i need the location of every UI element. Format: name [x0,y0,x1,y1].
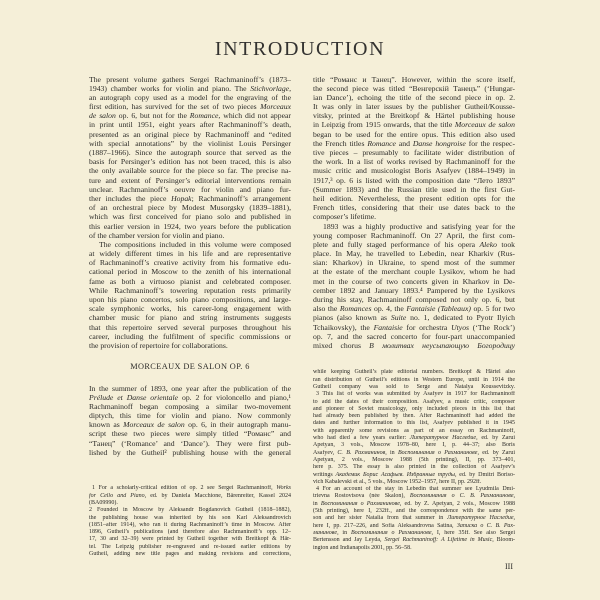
text-line: with apparently some revisions as part of an essay on Rachmaninoff, [313,427,515,434]
text-line: French titles, considering that their use dates back to the [313,203,515,213]
text-segment: no. 1, dedicated to Pyotr Ilyich [406,313,515,323]
right-column-text [313,75,515,351]
paragraph-morceaux-3 [313,222,515,351]
text-line: lished by the Gutheil² publishing house with the general [89,447,291,457]
text-line: the work. In a list of works revised by Rachmaninoff for the [313,157,515,167]
text-line: “Танец” (‘Romance’ and ‘Dance’). They were first pub- [89,438,291,448]
text-line: of an orchestral piece by Modest Musorgsky (1839–1881), [89,203,291,213]
text-segment: trievna Rostovtsova (née Skalon), [313,493,410,500]
text-line: music critic and musicologist Boris Asafyev (1884–1949) in [313,166,515,176]
text-line: of the chamber version for violin and piano. [89,230,225,240]
text-line: 3 This list of works was submitted by Asafyev in 1917 for Rachmaninoff [316,391,515,398]
text-segment: the French titles [313,138,368,148]
text-line: 2 Founded in Moscow by Aleksandr Bogdanovich Gutheil (1818–1882), [89,507,291,514]
text-line: that this repertoire served several purposes throughout his [89,322,291,332]
italic-text: Литературное Наследие [447,515,514,522]
text-line: Rachmaninoff began composing a similar two-movement [89,401,291,411]
text-segment: known as [89,420,124,430]
paragraph-intro-2 [89,240,291,350]
text-segment: Bertensson and Jay Leyda, [313,537,385,544]
italic-text: Danse hongroise [412,138,466,148]
paragraph-intro-1 [89,75,291,240]
italic-text: Fantaisie [373,322,403,332]
text-line [313,304,515,313]
text-line: Apetyan, 2 vols., Moscow 1988 (5th printing), II, pp. 373–401, [313,456,515,463]
text-line [89,111,291,120]
text-line: In the summer of 1893, one year after the publication of the [89,383,291,393]
text-segment: for orchestra [402,322,452,332]
page-title: INTRODUCTION [214,38,386,60]
text-segment: in Leipzig from 1915 onwards, that the title [313,120,455,130]
italic-text: Aleko [479,239,497,249]
text-line: the only available source for the piece so far. The precise na- [89,166,291,176]
text-line: with special annotations” by the violinist Louis Persinger [89,138,291,148]
italic-text: Литературное Наследие [409,435,477,442]
text-line: sian: Kharkov) in Ukraine, to spend most of the summer [313,258,515,268]
text-line [313,435,515,442]
text-segment: , [513,493,515,500]
italic-text: Works [276,485,291,492]
text-line: at widely different times in his life and are representative [89,249,291,259]
text-segment: op. 2 for violoncello and piano,¹ [178,392,291,402]
text-line [313,530,515,537]
text-line: career, including the fulfilment of specific commissions or [89,331,291,341]
footnote-1 [89,485,291,507]
text-line: young composer Rachmaninoff. On 27 April, the first com- [313,230,515,240]
text-line [89,485,291,492]
text-segment: for the respec- [465,138,515,148]
text-line [313,515,515,522]
text-line [313,323,515,332]
italic-text: Hopak [171,193,192,203]
text-line: which was first conceived for piano solo and published in [89,212,291,222]
text-line [313,341,515,350]
text-line: ington and Indianapolis 2001, pp. 56–58. [313,544,412,551]
text-line [313,501,515,508]
text-segment: and [395,138,413,148]
text-line: at the estate of the merchant couple Lysikov, whom he had [313,267,515,277]
text-line: presented as an original piece by Rachmaninoff and “edited [89,129,291,139]
text-line: place. In May, he travelled to Lebedin, near Kharkiv (Rus- [313,249,515,259]
text-line: It was only in later issues by the publisher Gutheil/Kousse- [313,102,515,112]
italic-text: Stichvorlage [250,83,290,93]
text-segment: , [289,83,291,93]
text-segment: op. 5 for two [470,304,515,314]
text-line: to add the dates of their composition. Asafyev, a music critic, composer [313,398,515,405]
text-line: upon his piano concertos, solo piano compositions, and large- [89,295,291,304]
text-segment: op. 6, but not for the [115,111,190,121]
text-line: of Rachmaninoff’s creative activity from his formative edu- [89,258,291,268]
italic-text: Записка о С. В. Рах- [456,522,515,529]
text-line [89,194,291,203]
text-line [313,472,515,479]
italic-text: for Cello and Piano [89,492,145,499]
text-line: met in the course of two concerts given in Kharkov in De- [313,276,515,286]
italic-text: В молитвах неусыпающую Богородицу [369,340,515,350]
text-line: composer’s lifetime. [313,212,377,222]
text-line: while keeping Gutheil’s plate editorial numbers. Breitkopf & Härtel also [313,369,515,376]
italic-text: Morceaux de salon [123,420,185,430]
text-line: and pioneer of Soviet musicology, only included pieces in this list that [313,405,515,412]
italic-text: de salon [89,111,116,121]
text-line: 1893 was a highly productive and satisfying year for the [323,221,515,231]
text-line: this earlier version in 1924, two years before the publication [89,221,291,231]
text-segment: here I, pp. 217–226, and Sofia Aleksandrovna Satina, [313,522,457,529]
paragraph-morceaux-1 [89,384,291,458]
italic-text: Romances [339,304,372,314]
text-segment: , in [385,449,398,456]
text-line [313,450,515,457]
text-segment: , I, here 35ff. See also Sergei [431,529,515,536]
text-segment: also the [313,304,340,314]
text-line: vich Kabalevski et al., 5 vols., Moscow 1952–1957, here II, pp. 292ff. [313,478,482,485]
italic-text: Romance [189,111,219,121]
text-line: cational period in Moscow to the zenith of his international [89,267,291,277]
italic-text: С. В. Рахманинов [337,449,386,456]
text-segment: first edition, has survived for the set of two pieces [89,102,261,112]
italic-text: Romance [367,138,396,148]
text-line: diptych, this time for violin and piano. Now commonly [89,411,291,421]
page-number: III [505,562,513,571]
italic-text: Воспоминания о Рахманинове [398,449,478,456]
italic-text: манинове [313,529,338,536]
text-segment: , ed. by Daniela Macchione, Bärenreiter, Kassel 2024 [144,492,291,499]
text-line: the publishing house was inherited by his son Karl Aleksandrovich [89,514,291,521]
text-line [313,313,515,322]
italic-text: Воспоминания о Рахманинове [350,529,432,536]
left-column-upper [89,75,291,351]
text-segment: ther includes the piece [89,193,172,203]
text-line [89,393,291,402]
text-line: ran distribution of Gutheil’s editions in Western Europe, until in 1914 the [313,376,515,383]
text-segment: 1943) chamber works for violin and piano. The [89,83,251,93]
text-line [89,84,291,93]
footnotes-right [313,369,515,551]
text-line: dates and further information to this list, Asafyev published it in 1945 [313,420,515,427]
text-line: had already been published by then. After Rachmaninoff had added the [313,413,515,420]
text-segment: Tchaikovsky), the [313,322,374,332]
text-line: vitsky, printed at the Breitkopf & Härtel publishing house [313,111,515,121]
text-line [313,537,515,544]
text-line [89,420,291,429]
footnote-4 [313,486,515,552]
italic-text: Morceaux de salon [454,120,515,130]
italic-text: Воспоминания о С. В. Рахманинове [409,493,514,500]
text-line: The present volume gathers Sergei Rachmaninoff’s (1873– [89,74,291,84]
text-segment: pianos (also known as [313,313,391,323]
text-line: an autograph copy used as a model for the engraving of the [89,92,291,102]
text-line: heil edition. Nevertheless, the present edition opts for the [313,193,515,203]
text-segment: took [496,239,515,249]
text-line: (5th printing), here I, 232ff., and the correspondence with the same per- [313,508,515,515]
text-line [313,240,515,249]
text-line: cember 1892 and January 1893.⁴ Pampered by the Lysikovs [313,285,515,295]
text-line: (Summer 1893) and the Russian title used in the first Gut- [313,184,515,194]
text-line: during his stay, Rachmaninoff composed not only op. 6, but [313,295,515,304]
text-line [89,493,291,500]
text-segment: , which did not appear [218,111,291,121]
italic-text: Prélude et Danse orientale [89,392,179,402]
text-line: in print until 1951, eight years after Rachmaninoff’s death, [89,120,291,130]
text-line [313,120,515,129]
text-line: tel. The Leipzig publisher re-engraved and re-issued earlier editions by [89,543,291,550]
text-segment: , ed. by Dmitri Boriso- [454,471,515,478]
text-line: began to be used for the entire opus. This edition also used [313,129,515,139]
text-line: basis for Persinger’s edition has not been traced, this is also [89,157,291,167]
footnote-2 [89,507,291,558]
text-line [89,102,291,111]
text-line: chamber music for piano and string instruments suggests [89,313,291,323]
text-line: 1896, Gutheil’s publications (and therefore also Rachmaninoff’s opp. 12– [89,529,291,536]
italic-text: Utyos [451,322,470,332]
paragraph-morceaux-2 [313,75,515,222]
text-segment: , Bloom- [492,537,515,544]
text-segment: ; Rachmaninoff’s arrangement [191,193,291,203]
text-line: The compositions included in this volume were composed [99,239,291,249]
text-line [313,523,515,530]
italic-text: Fantaisie (Tableaux) [406,304,471,314]
text-segment: writings [313,471,336,478]
text-line: 17, 30 and 32–39) were printed by Gutheil together with Breitkopf & Här- [89,536,291,543]
text-line: op. 7, and the sacred concerto for four-part unaccompanied [313,331,515,341]
text-line: unclear. Rachmaninoff’s oeuvre for violin and piano fur- [89,184,291,194]
text-line: script these two pieces were simply titled “Романс” and [89,429,291,439]
text-segment: who had died a few years earlier: [313,435,410,442]
text-segment: , ed. by Zarui [476,435,515,442]
text-segment: plete and fully staged performance of his opera [313,239,480,249]
left-column-lower [89,384,291,458]
text-line: fame as both a virtuoso pianist and celebrated composer. [89,276,291,286]
footnote-2-continued [313,369,515,391]
italic-text: Suite [390,313,407,323]
text-line: ian Dance’), echoing the title of the second piece in op. 2. [313,92,515,102]
text-line: Gutheil, adding new title pages and making revisions and corrections, [89,551,291,558]
italic-text: Воспоминания о Рахманинове [320,500,400,507]
section-heading: MORCEAUX DE SALON OP. 6 [130,362,250,371]
italic-text: Morceaux [260,102,291,112]
text-line: While Rachmaninoff’s towering reputation rests primarily [89,285,291,295]
text-line: tive pieces – presumably to facilitate wider distribution of [313,148,515,157]
text-line: here p. 375. The essay is also printed in the collection of Asafyev’s [313,464,515,471]
text-line: the second piece was titled “Венгерскій Танецъ” (‘Hungar- [313,83,515,93]
italic-text: Академик Борис Асафьев. Избранные труды [335,471,455,478]
text-segment: mixed chorus [313,340,370,350]
text-segment: , ed. by Z. Apetyan, 2 vols., Moscow 1988 [399,500,515,507]
footnotes-left [89,485,291,558]
text-line: Gutheil company was sold to Serge and Natalya Koussevitzky. [313,383,515,390]
text-line: (BA09990). [89,499,118,506]
text-line: (1887–1966). Since the autograph source that served as the [89,148,291,157]
text-line: ture and extent of Persinger’s editorial interventions remain [89,175,291,185]
text-segment: , in [337,529,351,536]
text-line: Apetyan, 3 vols., Moscow 1978–80, here I, p. 44–37; also Boris [313,442,515,449]
text-line [313,493,515,500]
text-line: the provision of repertoire for collaborations. [89,340,228,350]
text-segment: op. 4, the [371,304,407,314]
text-line: 4 For an account of the stay in Lebedin that summer see Lyudmila Dmi- [316,486,515,493]
text-segment: son and her sister Natalia from that summer in [313,515,448,522]
text-segment: (‘The Rock’) [469,322,515,332]
text-segment: Asafyev, [313,449,338,456]
text-segment: , ed. by Zarui [477,449,515,456]
text-line: title “Романс и Танец”. However, within the score itself, [313,74,515,84]
text-segment: in [313,500,321,507]
text-line: (1851–after 1914), who ran it during Rachmaninoff’s time in Moscow. After [89,521,291,528]
text-line: scale symphonic works, his career-long engagement with [89,304,291,314]
text-segment: 1 For a scholarly-critical edition of op. 2 see Sergei Rachmaninoff, [92,485,277,492]
text-segment: , [513,515,515,522]
footnote-3 [313,391,515,486]
text-segment: op. 6, in their autograph manu- [184,420,291,430]
text-line [313,139,515,148]
text-line: 1917,³ op. 6 is listed with the composition date “Лето 1893” [313,175,515,185]
italic-text: Sergei Rachmaninoff: A Lifetime in Music [384,537,493,544]
